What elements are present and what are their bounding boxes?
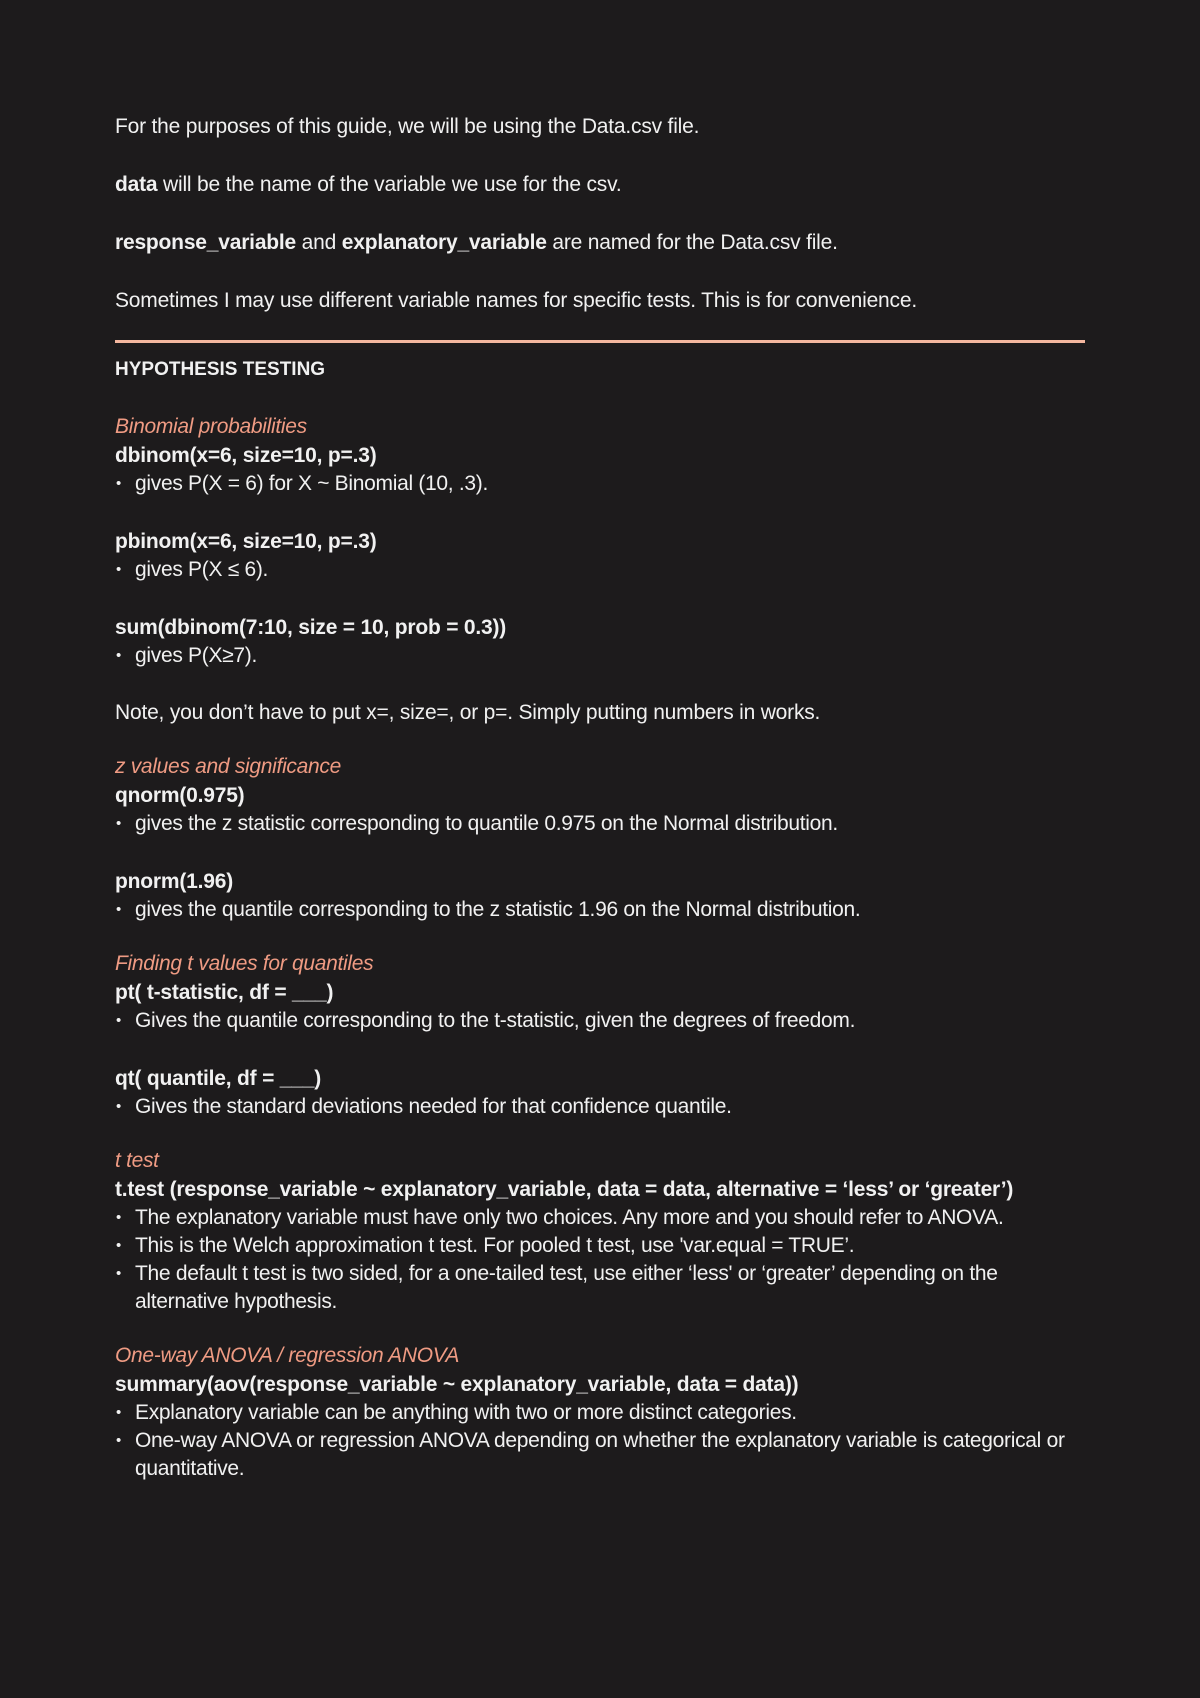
list-item: • Explanatory variable can be anything with two or more distinct categories. [115,1399,1085,1427]
pnorm-bullets [115,896,1085,924]
list-item: • This is the Welch approximation t test. For pooled t test, use 'var.equal = TRUE’. [115,1232,1085,1260]
t-test-title: t test [115,1149,159,1172]
intro [115,112,1085,316]
pnorm-code: pnorm(1.96) [115,870,233,893]
t-test-block [115,1147,1085,1316]
intro-line-1 [115,112,1085,142]
pt-code: pt( t-statistic, df = ___) [115,981,334,1004]
qt-code: qt( quantile, df = ___) [115,1067,322,1090]
data-keyword: data [115,173,158,196]
anova-block [115,1342,1085,1483]
intro-text-3b: are named for the Data.csv file. [546,231,838,254]
intro-line-3 [115,228,1085,258]
list-item: • gives the quantile corresponding to the z statistic 1.96 on the Normal distribution. [115,896,1085,924]
pbinom-code: pbinom(x=6, size=10, p=.3) [115,530,377,553]
list-item: • One-way ANOVA or regression ANOVA depending on whether the explanatory variable is categorical or quantitative. [115,1427,1085,1483]
intro-text-4: Sometimes I may use different variable names for specific tests. This is for convenience. [115,289,917,312]
t-values-block [115,950,1085,1121]
list-item: • gives P(X≥7). [115,642,1085,670]
response-variable-keyword: response_variable [115,231,297,254]
sum-dbinom-bullets [115,642,1085,670]
pbinom-bullets [115,556,1085,584]
z-values-title: z values and significance [115,755,341,778]
section-heading: HYPOTHESIS TESTING [115,359,326,380]
anova-bullets [115,1399,1085,1483]
list-item: • gives the z statistic corresponding to quantile 0.975 on the Normal distribution. [115,810,1085,838]
qt-bullets [115,1093,1085,1121]
list-item: • gives P(X = 6) for X ~ Binomial (10, .3). [115,470,1085,498]
binomial-title: Binomial probabilities [115,415,307,438]
list-item: • The explanatory variable must have only two choices. Any more and you should refer to ANOVA. [115,1204,1085,1232]
pt-bullets [115,1007,1085,1035]
intro-text-2: will be the name of the variable we use for the csv. [157,173,622,196]
binomial-block [115,413,1085,727]
qnorm-code: qnorm(0.975) [115,784,245,807]
t-test-code: t.test (response_variable ~ explanatory_variable, data = data, alternative = ‘less’ or ‘greater’) [115,1178,1014,1201]
t-test-bullets [115,1204,1085,1316]
list-item: • gives P(X ≤ 6). [115,556,1085,584]
intro-line-2 [115,170,1085,200]
document-page [115,112,1085,1483]
z-values-block [115,753,1085,924]
dbinom-bullets [115,470,1085,498]
list-item: • Gives the quantile corresponding to the t-statistic, given the degrees of freedom. [115,1007,1085,1035]
qnorm-bullets [115,810,1085,838]
binomial-note: Note, you don’t have to put x=, size=, or p=. Simply putting numbers in works. [115,701,821,724]
t-values-title: Finding t values for quantiles [115,952,374,975]
intro-line-4 [115,286,1085,316]
section-divider [115,340,1085,343]
explanatory-variable-keyword: explanatory_variable [341,231,547,254]
dbinom-code: dbinom(x=6, size=10, p=.3) [115,444,377,467]
intro-text-3a: and [296,231,342,254]
list-item: • Gives the standard deviations needed for that confidence quantile. [115,1093,1085,1121]
list-item: • The default t test is two sided, for a one-tailed test, use either ‘less' or ‘greater’ depending on the alternative hypothesis. [115,1260,1085,1316]
intro-text-1: For the purposes of this guide, we will be using the Data.csv file. [115,115,700,138]
sum-dbinom-code: sum(dbinom(7:10, size = 10, prob = 0.3)) [115,616,507,639]
anova-title: One-way ANOVA / regression ANOVA [115,1344,460,1367]
anova-code: summary(aov(response_variable ~ explanatory_variable, data = data)) [115,1373,799,1396]
